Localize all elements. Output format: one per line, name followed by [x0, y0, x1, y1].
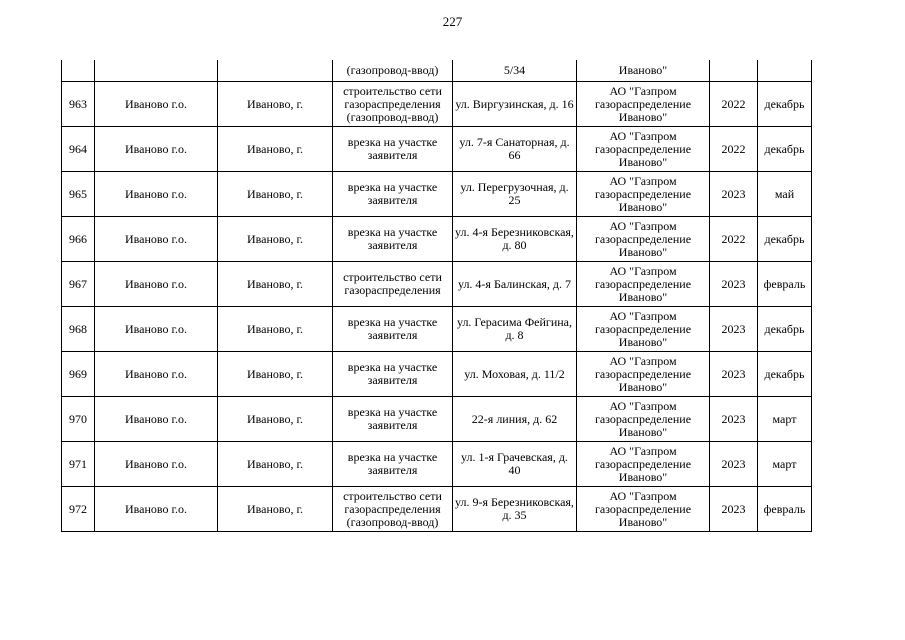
cell-organization: АО "Газпром газораспределение Иваново": [577, 487, 710, 532]
cell-locality: Иваново, г.: [218, 217, 333, 262]
cell-year: 2023: [710, 262, 758, 307]
page-number: 227: [442, 14, 463, 29]
cell-organization: АО "Газпром газораспределение Иваново": [577, 352, 710, 397]
cell-work-type: строительство сети газораспределения (газопровод-ввод): [333, 487, 453, 532]
cell-district: Иваново г.о.: [95, 262, 218, 307]
cell-address: ул. 1-я Грачевская, д. 40: [453, 442, 577, 487]
cell-work-type: врезка на участке заявителя: [333, 172, 453, 217]
table-row: [62, 352, 812, 397]
cell-month: декабрь: [758, 127, 812, 172]
cell-year: [710, 60, 758, 82]
gas-connection-table: [61, 60, 812, 532]
cell-locality: Иваново, г.: [218, 352, 333, 397]
cell-work-type: врезка на участке заявителя: [333, 127, 453, 172]
cell-organization: АО "Газпром газораспределение Иваново": [577, 262, 710, 307]
cell-year: 2023: [710, 397, 758, 442]
cell-organization: АО "Газпром газораспределение Иваново": [577, 127, 710, 172]
cell-address: ул. Виргузинская, д. 16: [453, 82, 577, 127]
table-body: [62, 60, 812, 532]
cell-year: 2022: [710, 127, 758, 172]
cell-num: 965: [62, 172, 95, 217]
cell-locality: Иваново, г.: [218, 262, 333, 307]
cell-organization: АО "Газпром газораспределение Иваново": [577, 307, 710, 352]
cell-work-type: врезка на участке заявителя: [333, 442, 453, 487]
cell-address: ул. 4-я Балинская, д. 7: [453, 262, 577, 307]
cell-num: 964: [62, 127, 95, 172]
cell-address: ул. 7-я Санаторная, д. 66: [453, 127, 577, 172]
cell-num: 972: [62, 487, 95, 532]
cell-organization: АО "Газпром газораспределение Иваново": [577, 172, 710, 217]
cell-month: декабрь: [758, 82, 812, 127]
cell-num: 969: [62, 352, 95, 397]
cell-locality: Иваново, г.: [218, 172, 333, 217]
cell-address: 5/34: [453, 60, 577, 82]
cell-num: 966: [62, 217, 95, 262]
cell-locality: Иваново, г.: [218, 397, 333, 442]
cell-work-type: врезка на участке заявителя: [333, 307, 453, 352]
cell-address: ул. Перегрузочная, д. 25: [453, 172, 577, 217]
cell-organization: АО "Газпром газораспределение Иваново": [577, 442, 710, 487]
table-row: [62, 487, 812, 532]
cell-month: [758, 60, 812, 82]
cell-year: 2023: [710, 442, 758, 487]
cell-month: декабрь: [758, 217, 812, 262]
table-row: [62, 127, 812, 172]
cell-address: ул. Герасима Фейгина, д. 8: [453, 307, 577, 352]
cell-month: декабрь: [758, 307, 812, 352]
cell-locality: [218, 60, 333, 82]
cell-district: Иваново г.о.: [95, 82, 218, 127]
cell-year: 2022: [710, 82, 758, 127]
cell-address: 22-я линия, д. 62: [453, 397, 577, 442]
cell-work-type: строительство сети газораспределения (газопровод-ввод): [333, 82, 453, 127]
cell-year: 2023: [710, 307, 758, 352]
table-row: [62, 172, 812, 217]
cell-num: [62, 60, 95, 82]
cell-num: 970: [62, 397, 95, 442]
cell-month: февраль: [758, 487, 812, 532]
cell-organization: Иваново": [577, 60, 710, 82]
table-row: [62, 262, 812, 307]
cell-month: март: [758, 397, 812, 442]
cell-locality: Иваново, г.: [218, 127, 333, 172]
cell-district: [95, 60, 218, 82]
table-row: [62, 397, 812, 442]
table-row-continued: [62, 60, 812, 82]
cell-year: 2023: [710, 352, 758, 397]
cell-locality: Иваново, г.: [218, 442, 333, 487]
cell-work-type: врезка на участке заявителя: [333, 217, 453, 262]
cell-locality: Иваново, г.: [218, 82, 333, 127]
cell-organization: АО "Газпром газораспределение Иваново": [577, 397, 710, 442]
table-row: [62, 307, 812, 352]
cell-work-type: строительство сети газораспределения: [333, 262, 453, 307]
table-row: [62, 217, 812, 262]
cell-district: Иваново г.о.: [95, 397, 218, 442]
cell-month: март: [758, 442, 812, 487]
cell-work-type: врезка на участке заявителя: [333, 397, 453, 442]
cell-district: Иваново г.о.: [95, 442, 218, 487]
cell-year: 2022: [710, 217, 758, 262]
cell-month: май: [758, 172, 812, 217]
table-row: [62, 82, 812, 127]
cell-district: Иваново г.о.: [95, 487, 218, 532]
cell-num: 968: [62, 307, 95, 352]
cell-organization: АО "Газпром газораспределение Иваново": [577, 217, 710, 262]
cell-address: ул. Моховая, д. 11/2: [453, 352, 577, 397]
cell-district: Иваново г.о.: [95, 307, 218, 352]
cell-year: 2023: [710, 487, 758, 532]
cell-year: 2023: [710, 172, 758, 217]
cell-month: декабрь: [758, 352, 812, 397]
cell-num: 971: [62, 442, 95, 487]
cell-work-type: (газопровод-ввод): [333, 60, 453, 82]
cell-organization: АО "Газпром газораспределение Иваново": [577, 82, 710, 127]
cell-locality: Иваново, г.: [218, 307, 333, 352]
cell-month: февраль: [758, 262, 812, 307]
cell-num: 963: [62, 82, 95, 127]
cell-district: Иваново г.о.: [95, 172, 218, 217]
table-row: [62, 442, 812, 487]
cell-num: 967: [62, 262, 95, 307]
cell-locality: Иваново, г.: [218, 487, 333, 532]
cell-work-type: врезка на участке заявителя: [333, 352, 453, 397]
cell-district: Иваново г.о.: [95, 352, 218, 397]
cell-district: Иваново г.о.: [95, 217, 218, 262]
cell-address: ул. 4-я Березниковская, д. 80: [453, 217, 577, 262]
cell-district: Иваново г.о.: [95, 127, 218, 172]
cell-address: ул. 9-я Березниковская, д. 35: [453, 487, 577, 532]
